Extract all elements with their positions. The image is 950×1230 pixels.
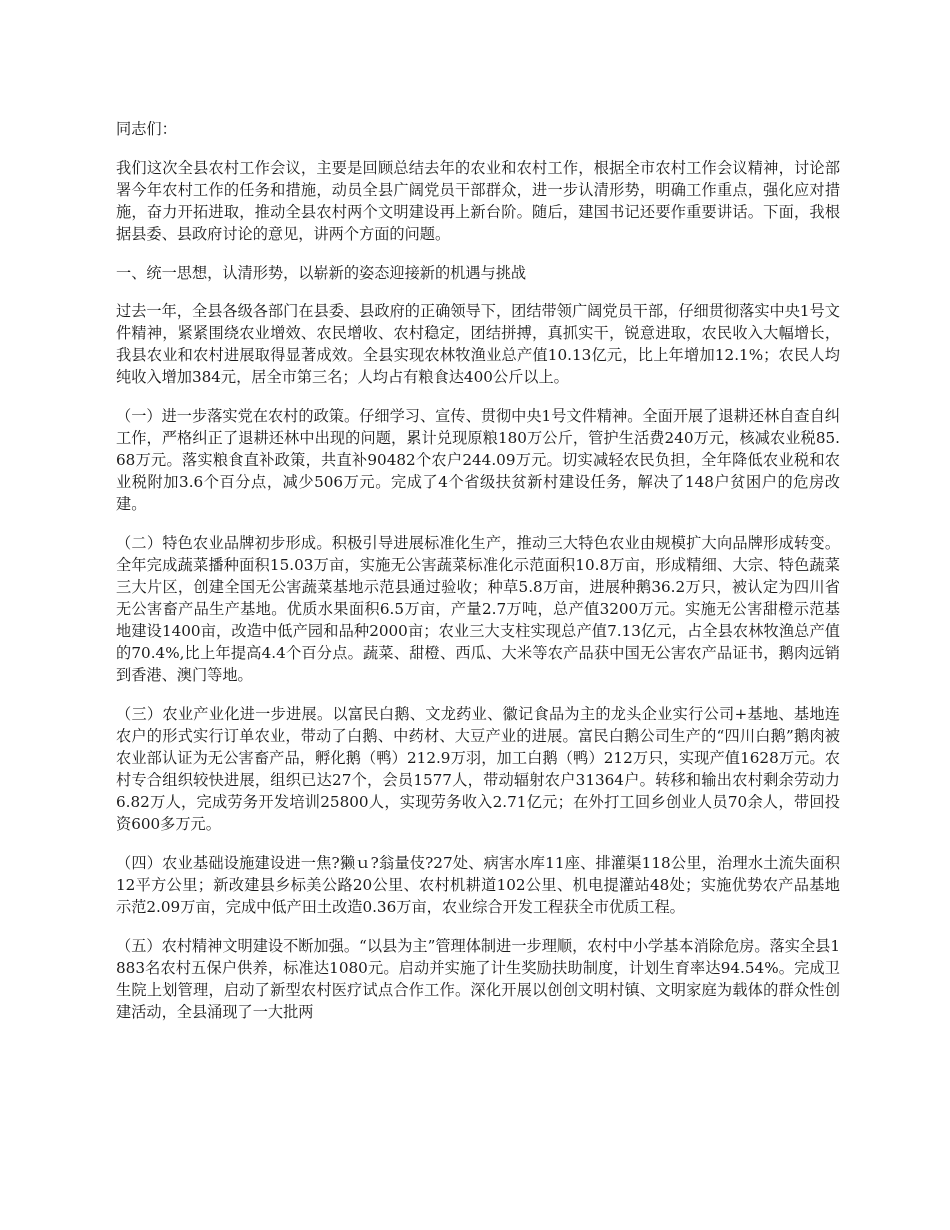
- salutation: 同志们：: [116, 120, 177, 138]
- brand-paragraph: （二）特色农业品牌初步形成。积极引导进展标准化生产，推动三大特色农业由规模扩大向品牌形成转变。全年完成蔬菜播种面积15.03万亩，实施无公害蔬菜标准化示范面积10.8万亩，形成精细、大宗、特色蔬菜三大片区，创建全国无公害蔬菜基地示范县通过验收；种草5.8万亩，进展种鹅36.2万只，被认定为四川省无公害畜产品生产基地。优质水果面积6.5万亩，产量2.7万吨，总产值3200万元。实施无公害甜橙示范基地建设1400亩，改造中低产园和品种2000亩；农业三大支柱实现总产值7.13亿元，占全县农林牧渔总产值的70.4%,比上年提高4.4个百分点。蔬菜、甜橙、西瓜、大米等农产品获中国无公害农产品证书，鹅肉远销到香港、澳门等地。: [116, 534, 840, 684]
- summary-paragraph: 过去一年，全县各级各部门在县委、县政府的正确领导下，团结带领广阔党员干部，仔细贯彻落实中央1号文件精神，紧紧围绕农业增效、农民增收、农村稳定，团结拼搏，真抓实干，锐意进取，农民收入大幅增长，我县农业和农村进展取得显著成效。全县实现农林牧渔业总产值10.13亿元，比上年增加12.1%；农民人均纯收入增加384元，居全市第三名；人均占有粮食达400公斤以上。: [116, 302, 840, 386]
- industrialization-paragraph: （三）农业产业化进一步进展。以富民白鹅、文龙药业、徽记食品为主的龙头企业实行公司+基地、基地连农户的形式实行订单农业，带动了白鹅、中药材、大豆产业的进展。富民白鹅公司生产的“四川白鹅”鹅肉被农业部认证为无公害畜产品，孵化鹅（鸭）212.9万羽，加工白鹅（鸭）212万只，实现产值1628万元。农村专合组织较快进展，组织已达27个，会员1577人，带动辐射农户31364户。转移和输出农村剩余劳动力6.82万人，完成劳务开发培训25800人，实现劳务收入2.71亿元；在外打工回乡创业人员70余人，带回投资600多万元。: [116, 705, 840, 833]
- intro-paragraph: 我们这次全县农村工作会议，主要是回顾总结去年的农业和农村工作，根据全市农村工作会议精神，讨论部署今年农村工作的任务和措施，动员全县广阔党员干部群众，进一步认清形势，明确工作重点，强化应对措施，奋力开拓进取，推动全县农村两个文明建设再上新台阶。随后，建国书记还要作重要讲话。下面，我根据县委、县政府讨论的意见，讲两个方面的问题。: [116, 159, 840, 243]
- section-heading: 一、统一思想，认清形势，以崭新的姿态迎接新的机遇与挑战: [116, 264, 527, 282]
- civilization-paragraph: （五）农村精神文明建设不断加强。“以县为主”管理体制进一步理顺，农村中小学基本消除危房。落实全县1883名农村五保户供养，标准达1080元。启动并实施了计生奖励扶助制度，计划生育率达94.54%。完成卫生院上划管理，启动了新型农村医疗试点合作工作。深化开展以创创文明村镇、文明家庭为载体的群众性创建活动，全县涌现了一大批两: [116, 937, 840, 1021]
- document-body: [116, 118, 840, 1040]
- infrastructure-paragraph: （四）农业基础设施建设进一焦?獭ｕ?翁量伎?27处、病害水库11座、排灌渠118公里，治理水土流失面积12平方公里；新改建县乡标美公路20公里、农村机耕道102公里、机电提灌站48处；实施优势农产品基地示范2.09万亩，完成中低产田土改造0.36万亩，农业综合开发工程获全市优质工程。: [116, 854, 840, 916]
- policy-paragraph: （一）进一步落实党在农村的政策。仔细学习、宣传、贯彻中央1号文件精神。全面开展了退耕还林自查自纠工作，严格纠正了退耕还林中出现的问题，累计兑现原粮180万公斤，管护生活费240万元，核减农业税85.68万元。落实粮食直补政策，共直补90482个农户244.09万元。切实减轻农民负担，全年降低农业税和农业税附加3.6个百分点，减少506万元。完成了4个省级扶贫新村建设任务，解决了148户贫困户的危房改建。: [116, 407, 840, 513]
